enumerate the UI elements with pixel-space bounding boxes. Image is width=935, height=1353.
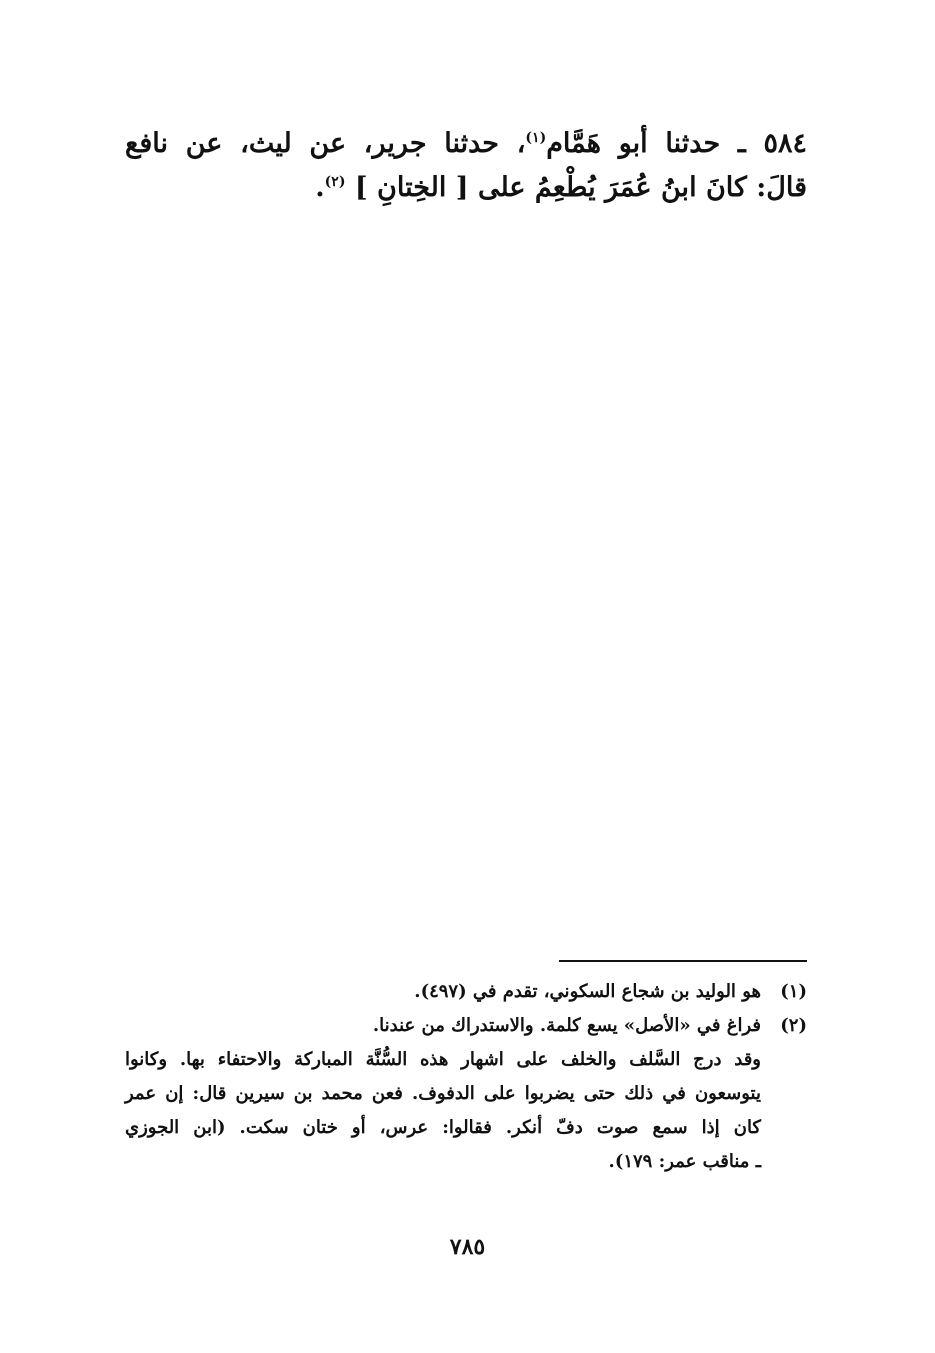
hadith-line-2	[125, 166, 807, 210]
hadith-line-1	[125, 122, 807, 166]
hadith-isnad-end: ، حدثنا جرير، عن ليث، عن نافع	[125, 128, 526, 159]
footnote-2-line: ـ مناقب عمر: ١٧٩).	[608, 1151, 761, 1172]
footnote-2-line: وقد درج السَّلف والخلف على اشهار هذه السُّنَّة المباركة والاحتفاء بها. وكانوا	[125, 1049, 761, 1070]
footnote-2-line: كان إذا سمع صوت دفّ أنكر. فقالوا: عرس، أو ختان سكت. (ابن الجوزي	[125, 1117, 761, 1138]
footnote-2-text: فراغ في «الأصل» يسع كلمة. والاستدراك من عندنا.	[372, 1015, 761, 1036]
hadith-end-period: .	[315, 172, 325, 203]
hadith-matn: قالَ: كانَ ابنُ عُمَرَ يُطْعِمُ على [ الخِتانِ ]	[354, 172, 807, 203]
footnote-1-number: (١)	[780, 981, 807, 1002]
footnote-2	[125, 1009, 807, 1043]
hadith-isnad-start: ٥٨٤ ـ حدثنا أبو هَمَّام	[546, 128, 807, 159]
hadith-text	[125, 122, 807, 210]
page-number: ٧٨٥	[449, 1234, 486, 1260]
footnote-2-continuation	[125, 1043, 807, 1179]
footnote-separator	[559, 960, 807, 962]
footnote-ref-1[interactable]: (١)	[525, 130, 547, 146]
footnote-1-text: هو الوليد بن شجاع السكوني، تقدم في (٤٩٧).	[414, 981, 761, 1002]
footnote-2-line: يتوسعون في ذلك حتى يضربوا على الدفوف. فعن محمد بن سيرين قال: إن عمر	[125, 1083, 761, 1104]
footnote-2-number: (٢)	[780, 1015, 807, 1036]
footnotes-section	[125, 975, 807, 1179]
footnote-1	[125, 975, 807, 1009]
footnote-ref-2[interactable]: (٢)	[324, 174, 346, 190]
